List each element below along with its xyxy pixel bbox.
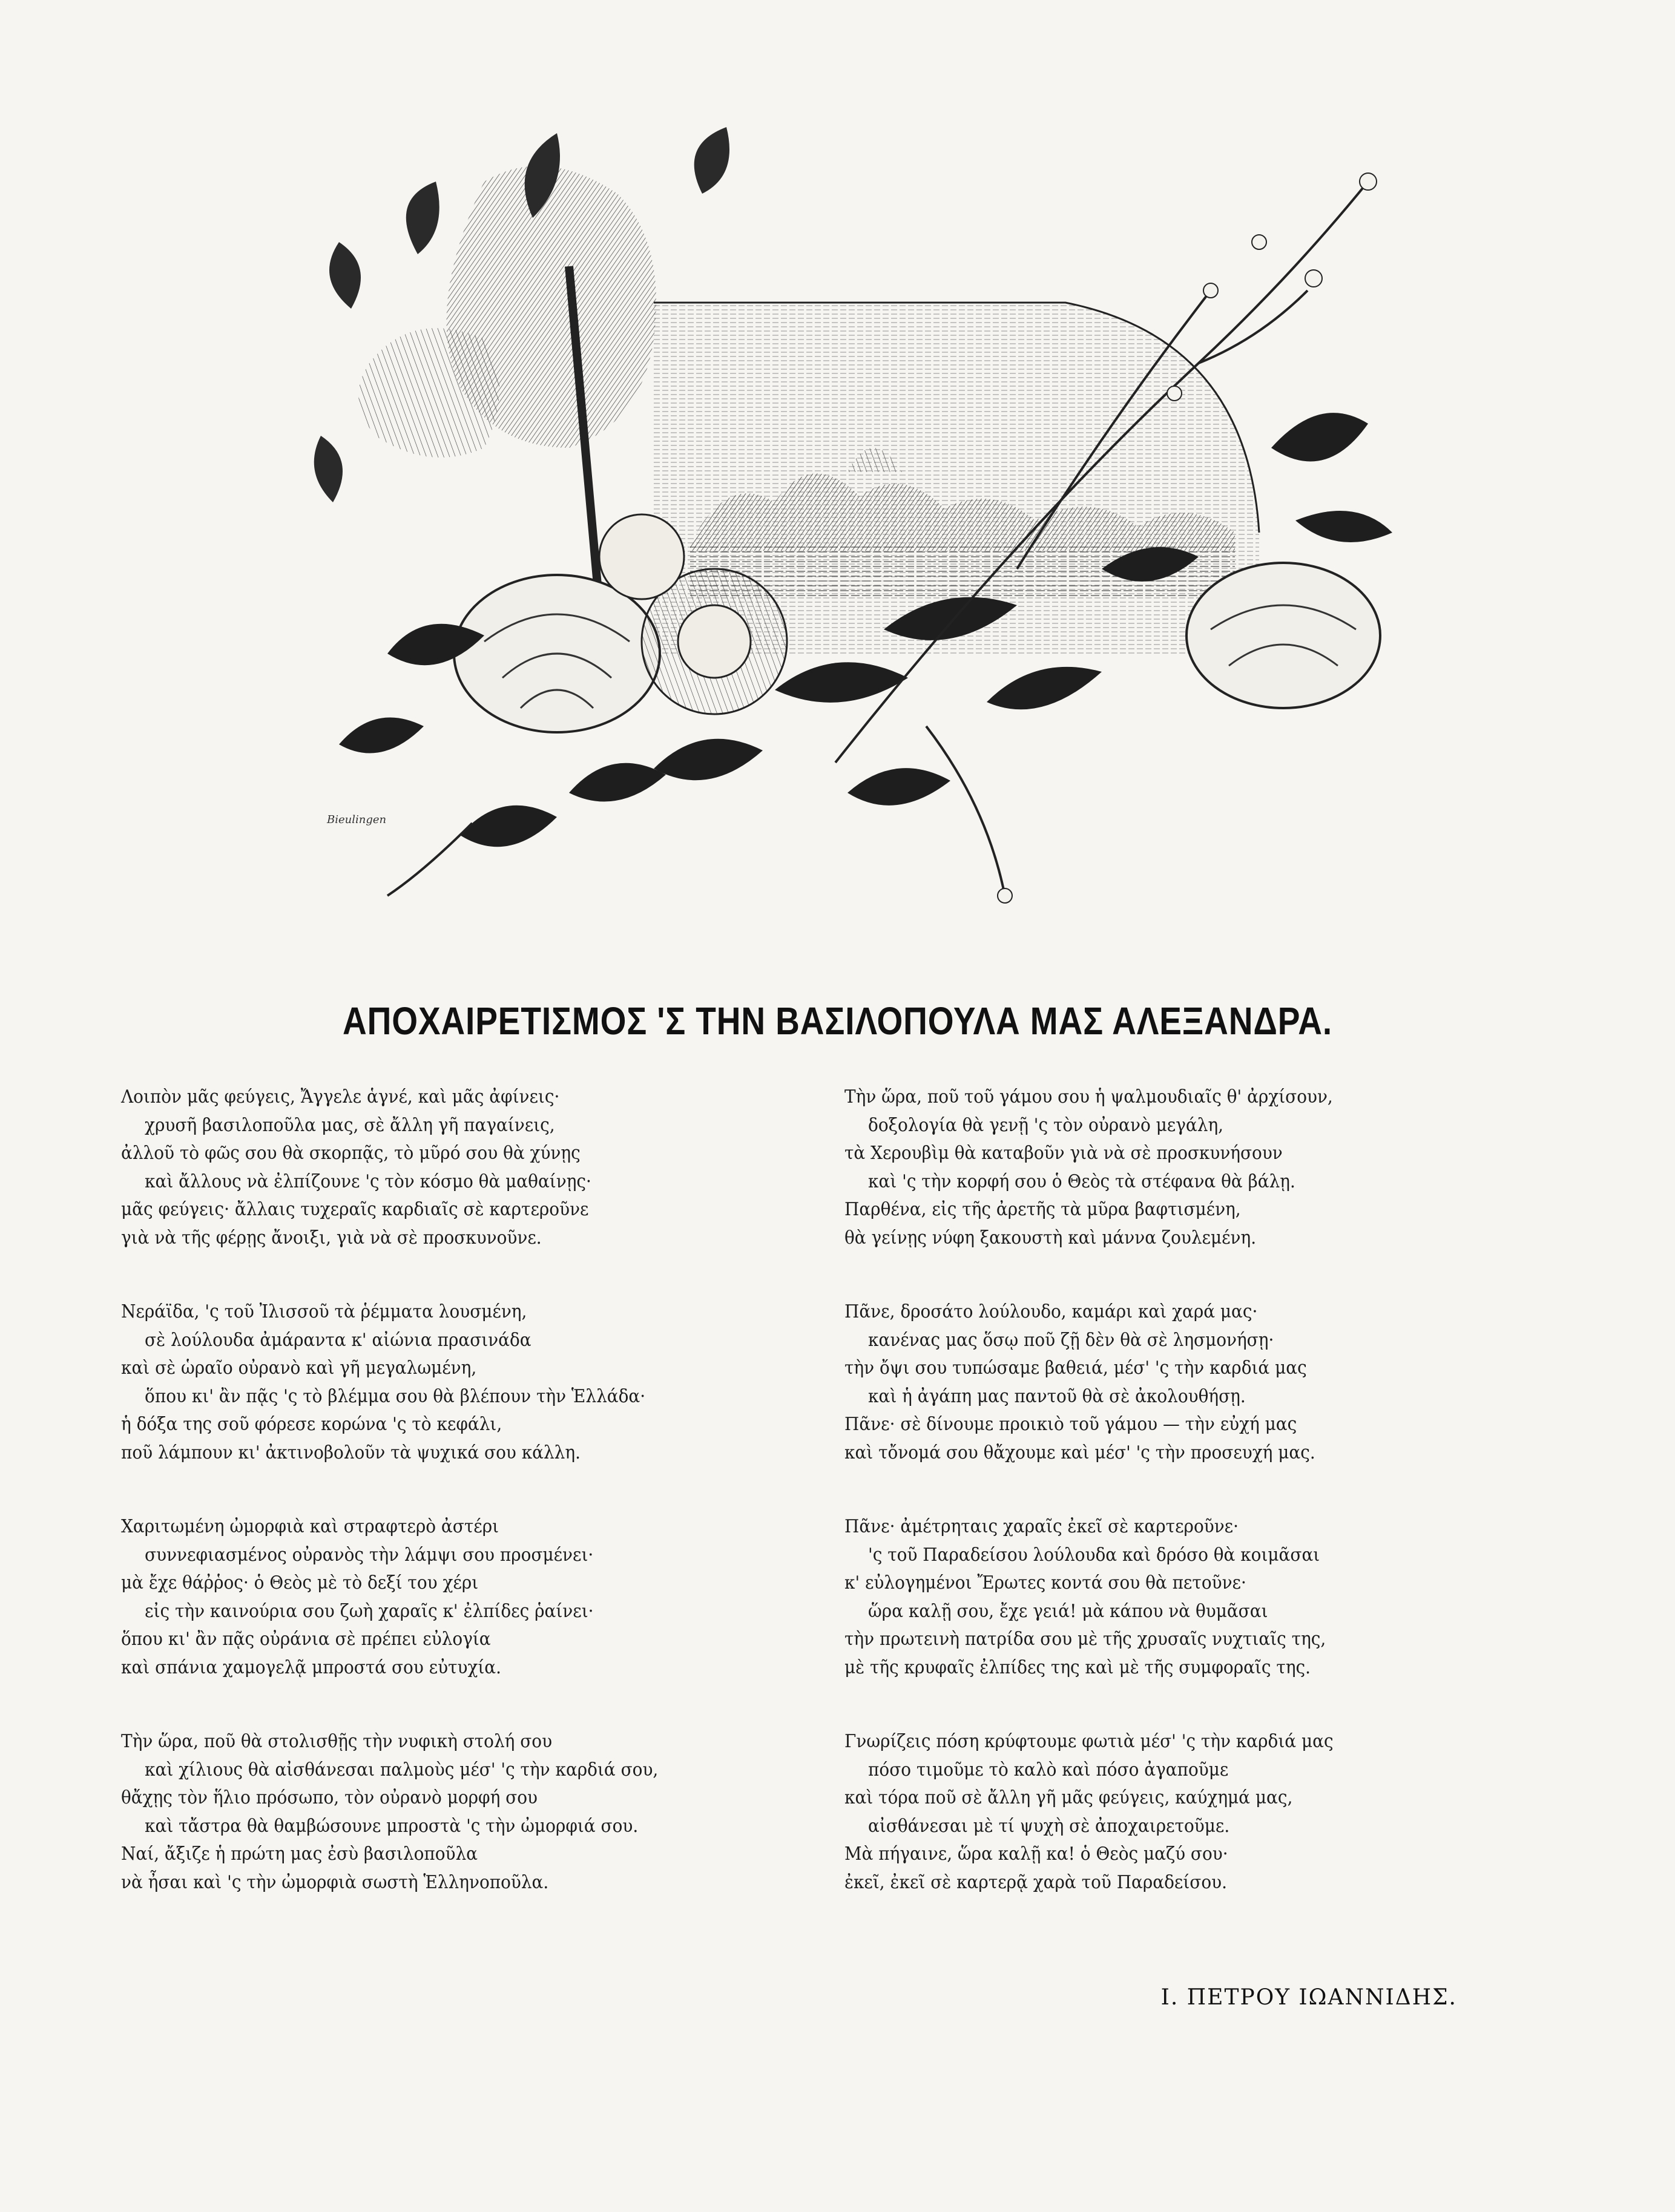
verse-line: μὲ τῆς κρυφαῖς ἐλπίδες της καὶ μὲ τῆς συμφοραῖς της. xyxy=(844,1656,1311,1678)
verse-line: 'ς τοῦ Παραδείσου λούλουδα καὶ δρόσο θὰ κοιμᾶσαι xyxy=(868,1544,1320,1566)
verse-line: Τὴν ὥρα, ποῦ θὰ στολισθῇς τὴν νυφικὴ στολή σου xyxy=(121,1731,553,1752)
verse-line: Πᾶνε, δροσάτο λούλουδο, καμάρι καὶ χαρά μας· xyxy=(844,1301,1258,1322)
verse-line: καὶ τἄστρα θὰ θαμβώσουνε μπροστὰ 'ς τὴν ὠμορφιά σου. xyxy=(145,1815,639,1837)
artist-signature: Bieulingen xyxy=(327,813,387,826)
verse-line: θὰ γείνῃς νύφη ξακουστὴ καὶ μάννα ζουλεμένη. xyxy=(844,1227,1257,1249)
verse-line: ἐκεῖ, ἐκεῖ σὲ καρτερᾷ χαρὰ τοῦ Παραδείσου. xyxy=(844,1871,1227,1893)
poem-column-right xyxy=(844,1083,1474,1943)
verse-line: κ' εὐλογημένοι Ἔρωτες κοντά σου θὰ πετοῦνε· xyxy=(844,1572,1246,1593)
verse-line: καὶ τόρα ποῦ σὲ ἄλλη γῆ μᾶς φεύγεις, καύχημά μας, xyxy=(844,1787,1293,1808)
verse-line: καὶ χίλιους θὰ αἰσθάνεσαι παλμοὺς μέσ' 'ς τὴν καρδιά σου, xyxy=(145,1759,659,1780)
verse-line: καὶ ἡ ἀγάπη μας παντοῦ θὰ σὲ ἀκολουθήσῃ. xyxy=(868,1385,1246,1407)
stanza xyxy=(121,1513,751,1682)
verse-line: τὰ Χερουβὶμ θὰ καταβοῦν γιὰ νὰ σὲ προσκυνήσουν xyxy=(844,1143,1283,1164)
verse-line: καὶ τὄνομά σου θἄχουμε καὶ μέσ' 'ς τὴν προσευχή μας. xyxy=(844,1442,1315,1463)
verse-line: καὶ σπάνια χαμογελᾷ μπροστά σου εὐτυχία. xyxy=(121,1656,502,1678)
verse-line: πόσο τιμοῦμε τὸ καλὸ καὶ πόσο ἀγαποῦμε xyxy=(868,1759,1229,1780)
stanza xyxy=(121,1728,751,1897)
stanza xyxy=(844,1298,1474,1467)
verse-line: ὥρα καλῇ σου, ἔχε γειά! μὰ κάπου νὰ θυμᾶσαι xyxy=(868,1600,1268,1622)
poem-column-left xyxy=(121,1083,751,1943)
verse-line: Μὰ πήγαινε, ὥρα καλῇ κα! ὁ Θεὸς μαζύ σου· xyxy=(844,1843,1228,1865)
verse-line: θἄχῃς τὸν ἥλιο πρόσωπο, τὸν οὐρανὸ μορφή σου xyxy=(121,1787,538,1808)
verse-line: συννεφιασμένος οὐρανὸς τὴν λάμψι σου προσμένει· xyxy=(145,1544,594,1566)
verse-line: ἡ δόξα της σοῦ φόρεσε κορώνα 'ς τὸ κεφάλι, xyxy=(121,1414,502,1435)
verse-line: Τὴν ὥρα, ποῦ τοῦ γάμου σου ἡ ψαλμουδιαῖς θ' ἀρχίσουν, xyxy=(844,1086,1333,1108)
stanza xyxy=(844,1513,1474,1682)
verse-line: γιὰ νὰ τῆς φέρῃς ἄνοιξι, γιὰ νὰ σὲ προσκυνοῦνε. xyxy=(121,1227,542,1249)
verse-line: Ναί, ἄξιζε ἡ πρώτη μας ἐσὺ βασιλοποῦλα xyxy=(121,1843,478,1865)
verse-line: νὰ ἦσαι καὶ 'ς τὴν ὠμορφιὰ σωστὴ Ἑλληνοποῦλα. xyxy=(121,1871,549,1893)
author-signature: Ι. ΠΕΤΡΟΥ ΙΩΑΝΝΙΔΗΣ. xyxy=(1160,1985,1457,2010)
stanza xyxy=(121,1298,751,1467)
verse-line: καὶ ἄλλους νὰ ἐλπίζουνε 'ς τὸν κόσμο θὰ μαθαίνῃς· xyxy=(145,1170,591,1192)
verse-line: τὴν πρωτεινὴ πατρίδα σου μὲ τῆς χρυσαῖς νυχτιαῖς της, xyxy=(844,1629,1326,1650)
verse-line: ὅπου κι' ἂν πᾷς οὐράνια σὲ πρέπει εὐλογία xyxy=(121,1629,491,1650)
flower-landscape-engraving xyxy=(230,109,1404,944)
verse-line: Νεράϊδα, 'ς τοῦ Ἰλισσοῦ τὰ ῥέμματα λουσμένη, xyxy=(121,1301,527,1322)
verse-line: Πᾶνε· ἀμέτρηταις χαραῖς ἐκεῖ σὲ καρτεροῦνε· xyxy=(844,1516,1239,1537)
verse-line: ἀλλοῦ τὸ φῶς σου θὰ σκορπᾷς, τὸ μῦρό σου θὰ χύνῃς xyxy=(121,1143,581,1164)
verse-line: χρυσῆ βασιλοποῦλα μας, σὲ ἄλλη γῆ παγαίνεις, xyxy=(145,1114,555,1136)
verse-line: σὲ λούλουδα ἀμάραντα κ' αἰώνια πρασινάδα xyxy=(145,1329,531,1351)
engraving-illustration xyxy=(230,109,1404,944)
verse-line: καὶ 'ς τὴν κορφή σου ὁ Θεὸς τὰ στέφανα θὰ βάλῃ. xyxy=(868,1170,1295,1192)
stanza xyxy=(121,1083,751,1252)
verse-line: κανένας μας ὅσῳ ποῦ ζῇ δὲν θὰ σὲ λησμονήσῃ· xyxy=(868,1329,1274,1351)
verse-line: Λοιπὸν μᾶς φεύγεις, Ἄγγελε ἁγνέ, καὶ μᾶς ἀφίνεις· xyxy=(121,1086,560,1108)
verse-line: ὅπου κι' ἂν πᾷς 'ς τὸ βλέμμα σου θὰ βλέπουν τὴν Ἑλλάδα· xyxy=(145,1385,646,1407)
verse-line: Πᾶνε· σὲ δίνουμε προικιὸ τοῦ γάμου — τὴν εὐχή μας xyxy=(844,1414,1297,1435)
stanza xyxy=(844,1083,1474,1252)
verse-line: Παρθένα, εἰς τῆς ἀρετῆς τὰ μῦρα βαφτισμένη, xyxy=(844,1199,1241,1220)
verse-line: τὴν ὄψι σου τυπώσαμε βαθειά, μέσ' 'ς τὴν καρδιά μας xyxy=(844,1357,1307,1379)
verse-line: Χαριτωμένη ὠμορφιὰ καὶ στραφτερὸ ἀστέρι xyxy=(121,1516,499,1537)
poem-title: ΑΠΟΧΑΙΡΕΤΙΣΜΟΣ 'Σ ΤΗΝ ΒΑΣΙΛΟΠΟΥΛΑ ΜΑΣ ΑΛΕΞΑΝΔΡΑ. xyxy=(342,999,1333,1043)
verse-line: καὶ σὲ ὡραῖο οὐρανὸ καὶ γῆ μεγαλωμένη, xyxy=(121,1357,477,1379)
verse-line: εἰς τὴν καινούρια σου ζωὴ χαραῖς κ' ἐλπίδες ῥαίνει· xyxy=(145,1600,594,1622)
stanza xyxy=(844,1728,1474,1897)
verse-line: ποῦ λάμπουν κι' ἀκτινοβολοῦν τὰ ψυχικά σου κάλλη. xyxy=(121,1442,581,1463)
verse-line: μᾶς φεύγεις· ἄλλαις τυχεραῖς καρδιαῖς σὲ καρτεροῦνε xyxy=(121,1199,589,1220)
verse-line: αἰσθάνεσαι μὲ τί ψυχὴ σὲ ἀποχαιρετοῦμε. xyxy=(868,1815,1230,1837)
verse-line: Γνωρίζεις πόση κρύφτουμε φωτιὰ μέσ' 'ς τὴν καρδιά μας xyxy=(844,1731,1334,1752)
verse-line: δοξολογία θὰ γενῇ 'ς τὸν οὐρανὸ μεγάλη, xyxy=(868,1114,1224,1136)
verse-line: μὰ ἔχε θάῤῥος· ὁ Θεὸς μὲ τὸ δεξί του χέρι xyxy=(121,1572,479,1593)
